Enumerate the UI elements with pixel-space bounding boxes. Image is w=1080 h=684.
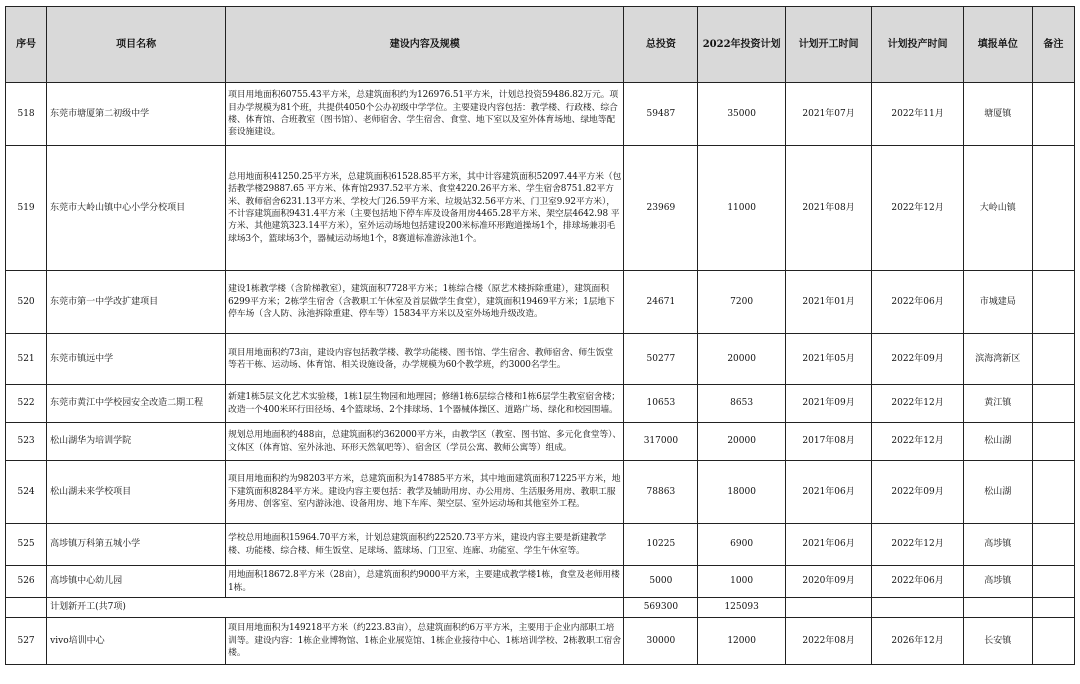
row-start: 2021年09月 — [785, 385, 871, 423]
row-start: 2022年08月 — [785, 618, 871, 665]
subtotal-start — [785, 598, 871, 618]
row-name: 东莞市大岭山镇中心小学分校项目 — [47, 146, 226, 271]
subtotal-row — [6, 598, 1075, 618]
row-content: 项目用地面积约为98203平方米，总建筑面积为147885平方米，其中地面建筑面积71225平方米，地下建筑面积8284平方米。建设内容主要包括：教学及辅助用房、办公用房、生活服务用房、教职工服务用房、创客室、室内游泳池、设备用房、地下车库、架空层、室外运动场和其他室外工程。 — [226, 461, 624, 524]
project-table — [5, 6, 1075, 665]
row-seq: 526 — [6, 566, 47, 598]
row-total: 23969 — [624, 146, 698, 271]
table-row — [6, 83, 1075, 146]
row-remark — [1032, 271, 1074, 334]
row-remark — [1032, 146, 1074, 271]
table-row — [6, 423, 1075, 461]
row-plan2022: 12000 — [698, 618, 785, 665]
table-row — [6, 334, 1075, 385]
row-start: 2021年07月 — [785, 83, 871, 146]
row-unit: 松山湖 — [963, 423, 1032, 461]
row-content: 学校总用地面积15964.70平方米，计划总建筑面积约22520.73平方米，建设内容主要是新建教学楼、功能楼、综合楼、师生饭堂、足球场、篮球场、门卫室、连廊、功能室、学生午休室等。 — [226, 524, 624, 566]
row-seq: 524 — [6, 461, 47, 524]
row-unit: 黄江镇 — [963, 385, 1032, 423]
row-remark — [1032, 385, 1074, 423]
row-unit: 大岭山镇 — [963, 146, 1032, 271]
row-seq: 523 — [6, 423, 47, 461]
row-content: 总用地面积41250.25平方米，总建筑面积61528.85平方米，其中计容建筑面积52097.44平方米（包括教学楼29887.65 平方米、体育馆2937.52平方米、食堂4220.26平方米、学生宿舍8751.82平方米、教师宿舍6231.13平方米、学校大门26.59平方米、垃圾站32.56平方米、门卫室9.92平方米），不计容建筑面积9431.4平方米（主要包括地下停车库及设备用房4465.28平方米、架空层4642.98 平方米、其他建筑323.14平方米），室外运动场地包括建设200米标准环形跑道操场1个，排球场兼羽毛球场3个，篮球场3个，器械运动场地1个，8赛道标准游泳池1个。 — [226, 146, 624, 271]
table-row — [6, 385, 1075, 423]
row-production: 2022年09月 — [872, 461, 964, 524]
row-plan2022: 20000 — [698, 423, 785, 461]
row-remark — [1032, 524, 1074, 566]
row-production: 2022年06月 — [872, 566, 964, 598]
row-plan2022: 8653 — [698, 385, 785, 423]
table-row — [6, 618, 1075, 665]
table-row — [6, 271, 1075, 334]
row-name: vivo培训中心 — [47, 618, 226, 665]
header-name: 项目名称 — [47, 7, 226, 83]
row-unit: 高埗镇 — [963, 524, 1032, 566]
subtotal-unit — [963, 598, 1032, 618]
table-row — [6, 146, 1075, 271]
row-remark — [1032, 83, 1074, 146]
row-start: 2021年06月 — [785, 524, 871, 566]
header-content: 建设内容及规模 — [226, 7, 624, 83]
subtotal-production — [872, 598, 964, 618]
row-total: 78863 — [624, 461, 698, 524]
row-plan2022: 20000 — [698, 334, 785, 385]
row-plan2022: 7200 — [698, 271, 785, 334]
row-name: 高埗镇中心幼儿园 — [47, 566, 226, 598]
row-total: 30000 — [624, 618, 698, 665]
row-remark — [1032, 461, 1074, 524]
row-total: 10225 — [624, 524, 698, 566]
row-production: 2022年06月 — [872, 271, 964, 334]
subtotal-label: 计划新开工(共7项) — [47, 598, 624, 618]
row-remark — [1032, 566, 1074, 598]
row-total: 5000 — [624, 566, 698, 598]
subtotal-seq — [6, 598, 47, 618]
header-start: 计划开工时间 — [785, 7, 871, 83]
row-production: 2022年09月 — [872, 334, 964, 385]
row-content: 新建1栋5层文化艺术实验楼，1栋1层生物园和地理园；修缮1栋6层综合楼和1栋6层学生教室宿舍楼；改造一个400米环行田径场、4个篮球场、2个排球场、1个器械体操区、道路广场、绿化和校园围墙。 — [226, 385, 624, 423]
table-row — [6, 461, 1075, 524]
row-total: 24671 — [624, 271, 698, 334]
row-production: 2022年11月 — [872, 83, 964, 146]
row-seq: 520 — [6, 271, 47, 334]
row-unit: 塘厦镇 — [963, 83, 1032, 146]
row-content: 项目用地面积60755.43平方米，总建筑面积约为126976.51平方米，计划总投资59486.82万元。项目办学规模为81个班，共提供4050个公办初级中学学位。主要建设内容包括：教学楼、行政楼、综合楼、体育馆、合班教室（图书馆）、老师宿舍、学生宿舍、食堂、地下室以及室外体育场地、绿地等配套设施建设。 — [226, 83, 624, 146]
row-seq: 525 — [6, 524, 47, 566]
row-content: 建设1栋教学楼（含阶梯教室），建筑面积7728平方米；1栋综合楼（原艺术楼拆除重建），建筑面积6299平方米；2栋学生宿舍（含教职工午休室及首层做学生食堂），建筑面积19469平方米；1层地下停车场（含人防、泳池拆除重建、停车等）15834平方米以及室外场地升级改造。 — [226, 271, 624, 334]
row-production: 2022年12月 — [872, 524, 964, 566]
row-total: 317000 — [624, 423, 698, 461]
row-seq: 522 — [6, 385, 47, 423]
table-row — [6, 524, 1075, 566]
row-seq: 518 — [6, 83, 47, 146]
subtotal-total: 569300 — [624, 598, 698, 618]
row-total: 59487 — [624, 83, 698, 146]
row-unit: 市城建局 — [963, 271, 1032, 334]
row-seq: 527 — [6, 618, 47, 665]
row-content: 项目用地面积为149218平方米（约223.83亩），总建筑面积约6万平方米，主要用于企业内部职工培训等。建设内容：1栋企业博物馆、1栋企业展览馆、1栋企业接待中心、1栋培训学校、2栋教职工宿舍楼。 — [226, 618, 624, 665]
row-production: 2026年12月 — [872, 618, 964, 665]
header-row — [6, 7, 1075, 83]
row-seq: 521 — [6, 334, 47, 385]
row-plan2022: 11000 — [698, 146, 785, 271]
row-name: 东莞市第一中学改扩建项目 — [47, 271, 226, 334]
header-plan2022: 2022年投资计划 — [698, 7, 785, 83]
row-remark — [1032, 423, 1074, 461]
row-remark — [1032, 334, 1074, 385]
row-unit: 松山湖 — [963, 461, 1032, 524]
row-plan2022: 1000 — [698, 566, 785, 598]
row-production: 2022年12月 — [872, 423, 964, 461]
row-plan2022: 35000 — [698, 83, 785, 146]
row-content: 项目用地面积约73亩，建设内容包括教学楼、教学功能楼、图书馆、学生宿舍、教师宿舍、师生饭堂等若干栋、运动场、体育馆、相关设施设备，办学规模为60个教学班，约3000名学生。 — [226, 334, 624, 385]
row-name: 东莞市塘厦第二初级中学 — [47, 83, 226, 146]
row-unit: 高埗镇 — [963, 566, 1032, 598]
row-plan2022: 6900 — [698, 524, 785, 566]
header-production: 计划投产时间 — [872, 7, 964, 83]
row-remark — [1032, 618, 1074, 665]
row-name: 松山湖华为培训学院 — [47, 423, 226, 461]
row-start: 2020年09月 — [785, 566, 871, 598]
table-row — [6, 566, 1075, 598]
row-start: 2021年08月 — [785, 146, 871, 271]
row-production: 2022年12月 — [872, 146, 964, 271]
header-remark: 备注 — [1032, 7, 1074, 83]
row-name: 高埗镇万科第五城小学 — [47, 524, 226, 566]
header-seq: 序号 — [6, 7, 47, 83]
row-start: 2021年06月 — [785, 461, 871, 524]
row-unit: 长安镇 — [963, 618, 1032, 665]
row-name: 东莞市镇远中学 — [47, 334, 226, 385]
subtotal-plan2022: 125093 — [698, 598, 785, 618]
row-name: 松山湖未来学校项目 — [47, 461, 226, 524]
row-name: 东莞市黄江中学校园安全改造二期工程 — [47, 385, 226, 423]
header-unit: 填报单位 — [963, 7, 1032, 83]
row-total: 50277 — [624, 334, 698, 385]
row-content: 规划总用地面积约488亩，总建筑面积约362000平方米，由教学区（教室、图书馆、多元化食堂等）、文体区（体育馆、室外泳池、环形天然氧吧等）、宿舍区（学员公寓、教师公寓等）组成。 — [226, 423, 624, 461]
row-plan2022: 18000 — [698, 461, 785, 524]
header-total: 总投资 — [624, 7, 698, 83]
row-production: 2022年12月 — [872, 385, 964, 423]
row-start: 2021年05月 — [785, 334, 871, 385]
row-start: 2017年08月 — [785, 423, 871, 461]
row-unit: 滨海湾新区 — [963, 334, 1032, 385]
row-seq: 519 — [6, 146, 47, 271]
subtotal-remark — [1032, 598, 1074, 618]
row-content: 用地面积18672.8平方米（28亩），总建筑面积约9000平方米，主要建成教学楼1栋，食堂及老师用楼1栋。 — [226, 566, 624, 598]
row-start: 2021年01月 — [785, 271, 871, 334]
row-total: 10653 — [624, 385, 698, 423]
